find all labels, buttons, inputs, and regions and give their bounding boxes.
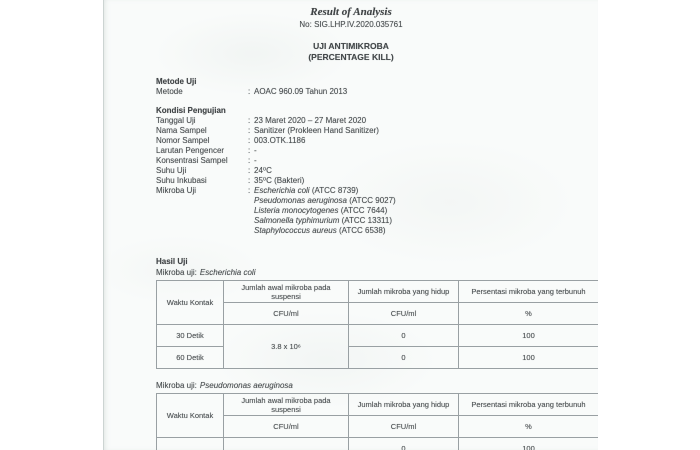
organism-strain: (ATCC 13311) <box>341 216 392 225</box>
cell-jumlah-awal <box>224 438 349 450</box>
document-subtitle-line2: (PERCENTAGE KILL) <box>308 51 394 62</box>
unit-cell-cfu: CFU/ml <box>224 416 349 438</box>
document-header <box>104 0 598 62</box>
field-label: Suhu Uji <box>156 166 187 175</box>
organism-species: Salmonella typhimurium <box>254 216 340 225</box>
document-title: Result of Analysis <box>310 6 392 18</box>
field-label-metode: Metode <box>156 87 183 96</box>
col-header-jumlah-awal: Jumlah awal mikroba pada suspensi <box>224 281 349 303</box>
table-caption-pseudomonas <box>156 381 598 391</box>
field-value: 35⁰C (Bakteri) <box>254 176 305 185</box>
table-row <box>157 347 599 369</box>
cell-waktu: 30 Detik <box>157 325 224 347</box>
organism-strain: (ATCC 8739) <box>311 186 359 195</box>
field-value: 24⁰C <box>254 166 272 175</box>
field-value-metode: AOAC 960.09 Tahun 2013 <box>254 87 348 96</box>
field-label: Mikroba Uji <box>156 186 197 195</box>
organism-strain: (ATCC 7644) <box>340 206 388 215</box>
organism-strain: (ATCC 6538) <box>338 226 386 235</box>
kondisi-row-mikroba-uji <box>156 186 598 236</box>
cell-hidup: 0 <box>349 347 459 369</box>
field-value: 23 Maret 2020 – 27 Maret 2020 <box>254 116 367 125</box>
colon-separator: : <box>248 156 251 165</box>
section-heading-hasil-uji: Hasil Uji <box>156 257 188 266</box>
table-caption-ecoli <box>156 268 598 278</box>
kondisi-row-konsentrasi-sampel <box>156 156 598 166</box>
organism-item <box>254 186 598 196</box>
organism-list <box>254 186 598 236</box>
cell-hidup: 0 <box>349 325 459 347</box>
colon-separator: : <box>248 116 251 125</box>
organism-item <box>254 216 598 226</box>
field-value: - <box>254 156 257 165</box>
organism-species: Staphylococcus aureus <box>254 226 337 235</box>
organism-species: Pseudomonas aeruginosa <box>254 196 347 205</box>
cell-waktu <box>157 438 224 450</box>
colon-separator: : <box>248 186 251 195</box>
kondisi-row-nama-sampel <box>156 126 598 136</box>
cell-hidup: 0 <box>349 438 459 450</box>
unit-cell-percent: % <box>459 303 599 325</box>
colon-separator: : <box>248 126 251 135</box>
scanned-report-page <box>103 0 598 450</box>
colon-separator: : <box>248 166 251 175</box>
kondisi-row-larutan-pengencer <box>156 146 598 156</box>
col-header-jumlah-hidup: Jumlah mikroba yang hidup <box>349 394 459 416</box>
section-heading-kondisi-pengujian: Kondisi Pengujian <box>156 106 226 115</box>
unit-cell-cfu: CFU/ml <box>224 303 349 325</box>
cell-jumlah-awal: 3.8 x 10⁶ <box>224 325 349 369</box>
cell-terbunuh: 100 <box>459 438 599 450</box>
field-value: - <box>254 146 257 155</box>
col-header-waktu-kontak: Waktu Kontak <box>157 394 224 438</box>
cell-waktu: 60 Detik <box>157 347 224 369</box>
unit-cell-cfu: CFU/ml <box>349 303 459 325</box>
organism-item <box>254 206 598 216</box>
kondisi-row-tanggal-uji <box>156 116 598 126</box>
field-label: Tanggal Uji <box>156 116 196 125</box>
organism-strain: (ATCC 9027) <box>349 196 396 205</box>
document-body <box>104 77 598 450</box>
table-row <box>157 325 599 347</box>
field-label: Larutan Pengencer <box>156 146 225 155</box>
unit-cell-cfu: CFU/ml <box>349 416 459 438</box>
caption-organism: Escherichia coli <box>199 268 256 277</box>
field-label: Nomor Sampel <box>156 136 210 145</box>
col-header-jumlah-hidup: Jumlah mikroba yang hidup <box>349 281 459 303</box>
organism-item <box>254 226 598 236</box>
caption-prefix: Mikroba uji: <box>156 381 197 390</box>
organism-species: Listeria monocytogenes <box>254 206 339 215</box>
field-label: Suhu Inkubasi <box>156 176 207 185</box>
kondisi-row-nomor-sampel <box>156 136 598 146</box>
field-label: Konsentrasi Sampel <box>156 156 228 165</box>
organism-item <box>254 196 598 206</box>
caption-organism: Pseudomonas aeruginosa <box>199 381 293 390</box>
colon-separator: : <box>248 87 251 96</box>
col-header-waktu-kontak: Waktu Kontak <box>157 281 224 325</box>
caption-prefix: Mikroba uji: <box>156 268 197 277</box>
col-header-persentasi-terbunuh: Persentasi mikroba yang terbunuh <box>459 394 599 416</box>
field-label: Nama Sampel <box>156 126 207 135</box>
field-value: Sanitizer (Prokleen Hand Sanitizer) <box>254 126 379 135</box>
result-table-pseudomonas <box>156 393 598 450</box>
colon-separator: : <box>248 136 251 145</box>
field-value: 003.OTK.1186 <box>254 136 306 145</box>
table-row <box>157 438 599 450</box>
col-header-persentasi-terbunuh: Persentasi mikroba yang terbunuh <box>459 281 599 303</box>
cell-terbunuh: 100 <box>459 347 599 369</box>
colon-separator: : <box>248 146 251 155</box>
document-subtitle-line1: UJI ANTIMIKROBA <box>313 41 389 51</box>
result-table-ecoli <box>156 280 598 369</box>
cell-terbunuh: 100 <box>459 325 599 347</box>
metode-row <box>156 87 598 97</box>
kondisi-row-suhu-uji <box>156 166 598 176</box>
col-header-jumlah-awal: Jumlah awal mikroba pada suspensi <box>224 394 349 416</box>
kondisi-row-suhu-inkubasi <box>156 176 598 186</box>
document-number: No: SIG.LHP.IV.2020.035761 <box>299 20 403 29</box>
section-heading-metode-uji: Metode Uji <box>156 77 197 86</box>
unit-cell-percent: % <box>459 416 599 438</box>
organism-species: Escherichia coli <box>254 186 310 195</box>
colon-separator: : <box>248 176 251 185</box>
